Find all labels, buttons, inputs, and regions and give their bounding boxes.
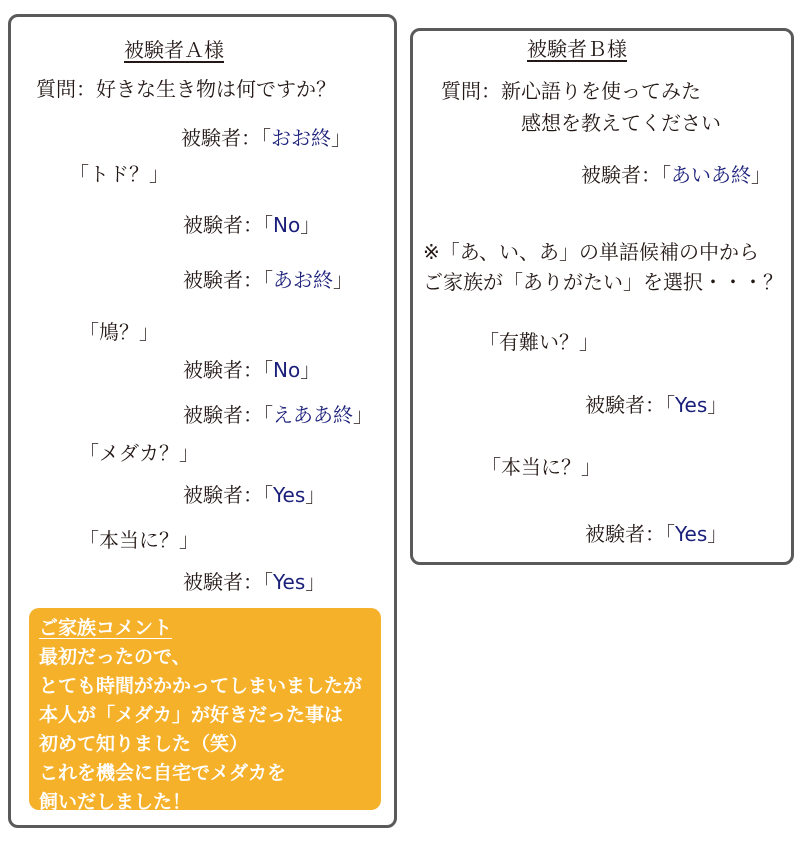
reply-label: 被験者：「 (581, 163, 671, 187)
reply-answer: No (273, 213, 301, 237)
reply-label: 被験者：「 (183, 358, 273, 382)
reply-close: 」 (751, 163, 771, 187)
subject-b-note-line2: ご家族が「ありがたい」を選択・・・？ (423, 270, 783, 294)
family-comment-line: 初めて知りました（笑） (39, 733, 249, 755)
subject-a-reply-2 (183, 212, 320, 238)
subject-a-prompt-4: 「本当に？」 (79, 528, 199, 552)
family-comment-box (29, 608, 381, 813)
reply-close: 」 (333, 268, 353, 292)
reply-answer: Yes (273, 483, 306, 507)
subject-b-reply-3 (585, 521, 727, 547)
subject-b-question-line1: 質問：新心語りを使ってみた (441, 79, 701, 103)
subject-b-note-line1: ※「あ、い、あ」の単語候補の中から (423, 240, 759, 264)
reply-close: 」 (707, 522, 728, 546)
subject-a-question: 質問：好きな生き物は何ですか？ (36, 77, 336, 101)
subject-a-title: 被験者Ａ様 (124, 38, 224, 62)
subject-b-question-line2: 感想を教えてください (521, 111, 721, 135)
reply-label: 被験者：「 (183, 403, 273, 427)
reply-answer: No (273, 358, 301, 382)
subject-a-reply-6 (183, 482, 325, 508)
subject-a-reply-3 (183, 267, 353, 293)
reply-label: 被験者：「 (183, 213, 273, 237)
reply-close: 」 (305, 570, 326, 594)
reply-label: 被験者：「 (181, 126, 271, 150)
reply-label: 被験者：「 (183, 483, 273, 507)
reply-answer: えああ終 (273, 403, 353, 427)
reply-close: 」 (300, 358, 321, 382)
subject-b-prompt-2: 「本当に？」 (481, 455, 601, 479)
reply-answer: Yes (675, 393, 708, 417)
reply-answer: あいあ終 (671, 163, 751, 187)
subject-a-reply-7 (183, 569, 325, 595)
subject-b-reply-1 (581, 162, 771, 188)
subject-a-reply-4 (183, 357, 320, 383)
reply-label: 被験者：「 (585, 393, 675, 417)
subject-b-title: 被験者Ｂ様 (527, 37, 627, 61)
family-comment-title: ご家族コメント (39, 617, 173, 639)
reply-close: 」 (305, 483, 326, 507)
reply-close: 」 (300, 213, 321, 237)
subject-a-reply-1 (181, 125, 351, 151)
reply-answer: おお終 (271, 126, 331, 150)
family-comment-line: 本人が「メダカ」が好きだった事は (39, 704, 344, 726)
reply-answer: Yes (675, 522, 708, 546)
family-comment-line: 飼いだしました！ (39, 791, 192, 813)
reply-label: 被験者：「 (183, 268, 273, 292)
subject-a-prompt-1: 「トド？」 (69, 162, 169, 186)
family-comment-line: とても時間がかかってしまいましたが (39, 675, 363, 697)
reply-close: 」 (353, 403, 373, 427)
subject-b-prompt-1: 「有難い？」 (479, 330, 599, 354)
subject-a-prompt-3: 「メダカ？」 (79, 441, 199, 465)
reply-close: 」 (331, 126, 351, 150)
reply-answer: あお終 (273, 268, 333, 292)
reply-answer: Yes (273, 570, 306, 594)
family-comment-line: これを機会に自宅でメダカを (39, 762, 287, 784)
subject-a-reply-5 (183, 402, 373, 428)
reply-label: 被験者：「 (585, 522, 675, 546)
subject-b-reply-2 (585, 392, 727, 418)
family-comment-line: 最初だったので、 (39, 646, 191, 668)
reply-close: 」 (707, 393, 728, 417)
subject-a-panel (8, 14, 397, 828)
subject-a-prompt-2: 「鳩？」 (79, 320, 159, 344)
reply-label: 被験者：「 (183, 570, 273, 594)
subject-b-panel (410, 28, 794, 565)
